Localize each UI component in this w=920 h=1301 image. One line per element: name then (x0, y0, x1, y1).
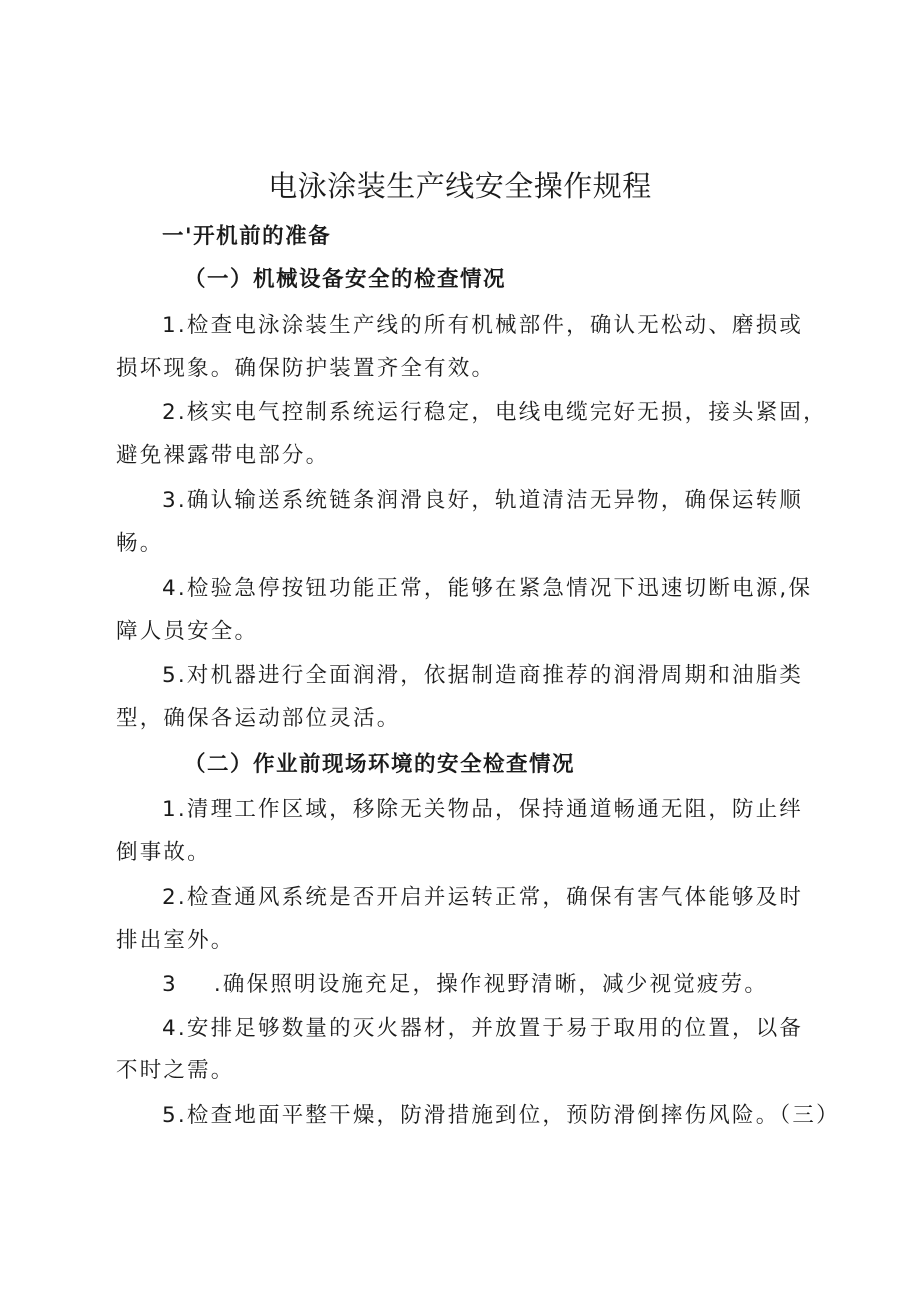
list-item-1-2-line1 (162, 398, 862, 428)
list-item-1-5-line2: 型，确保各运动部位灵活。 (116, 706, 401, 731)
list-item-2-4-line2: 不时之需。 (116, 1058, 235, 1083)
item-number: 4 (162, 1016, 178, 1041)
list-item-1-3-line1 (162, 486, 862, 516)
subsection-heading-2: （二）作业前现场环境的安全检查情况 (184, 752, 576, 777)
list-item-1-2-line2: 避免裸露带电部分。 (116, 443, 330, 468)
item-text: .安排足够数量的灭火器材，并放置于易于取用的位置，以备 (177, 1016, 804, 1041)
item-text: .清理工作区域，移除无关物品，保持通道畅通无阻，防止绊 (177, 797, 804, 822)
item-number: 3 (162, 972, 178, 997)
item-text: .检查通风系统是否开启并运转正常，确保有害气体能够及时 (177, 885, 804, 910)
list-item-2-2-line1 (162, 883, 862, 913)
item-text: .检查电泳涂装生产线的所有机械部件，确认无松动、磨损或 (177, 313, 804, 338)
list-item-2-1-line2: 倒事故。 (116, 840, 211, 865)
item-number: 5 (162, 1103, 178, 1128)
item-number: 5 (162, 663, 178, 688)
list-item-1-4-line2: 障人员安全。 (116, 619, 259, 644)
section-heading-1: 一'开机前的准备 (162, 224, 332, 249)
item-text: .确认输送系统链条润滑良好，轨道清洁无异物，确保运转顺 (177, 488, 804, 513)
item-text: .确保照明设施充足，操作视野清晰，减少视觉疲劳。 (213, 972, 769, 997)
list-item-1-3-line2: 畅。 (116, 531, 164, 556)
item-number: 1 (162, 797, 178, 822)
list-item-1-1-line1 (162, 311, 862, 341)
page-title: 电泳涂装生产线安全操作规程 (268, 169, 652, 203)
item-text: .对机器进行全面润滑，依据制造商推荐的润滑周期和油脂类 (177, 663, 804, 688)
list-item-1-1-line2: 损坏现象。确保防护装置齐全有效。 (116, 356, 496, 381)
item-number: 3 (162, 488, 178, 513)
list-item-2-5-line1 (162, 1101, 862, 1131)
item-text: .检验急停按钮功能正常，能够在紧急情况下迅速切断电源,保 (177, 576, 813, 601)
list-item-2-4-line1 (162, 1014, 862, 1044)
list-item-2-1-line1 (162, 795, 862, 825)
item-number: 2 (162, 885, 178, 910)
list-item-2-3-line1 (162, 970, 862, 1000)
item-number: 4 (162, 576, 178, 601)
list-item-1-4-line1 (162, 574, 862, 604)
list-item-2-2-line2: 排出室外。 (116, 928, 235, 953)
list-item-1-5-line1 (162, 661, 862, 691)
item-text: .核实电气控制系统运行稳定，电线电缆完好无损，接头紧固， (177, 400, 827, 425)
subsection-heading-1: （一）机械设备安全的检查情况 (184, 267, 507, 292)
item-number: 2 (162, 400, 178, 425)
item-text: .检查地面平整干燥，防滑措施到位，预防滑倒摔伤风险。（三） (177, 1103, 840, 1128)
item-number: 1 (162, 313, 178, 338)
